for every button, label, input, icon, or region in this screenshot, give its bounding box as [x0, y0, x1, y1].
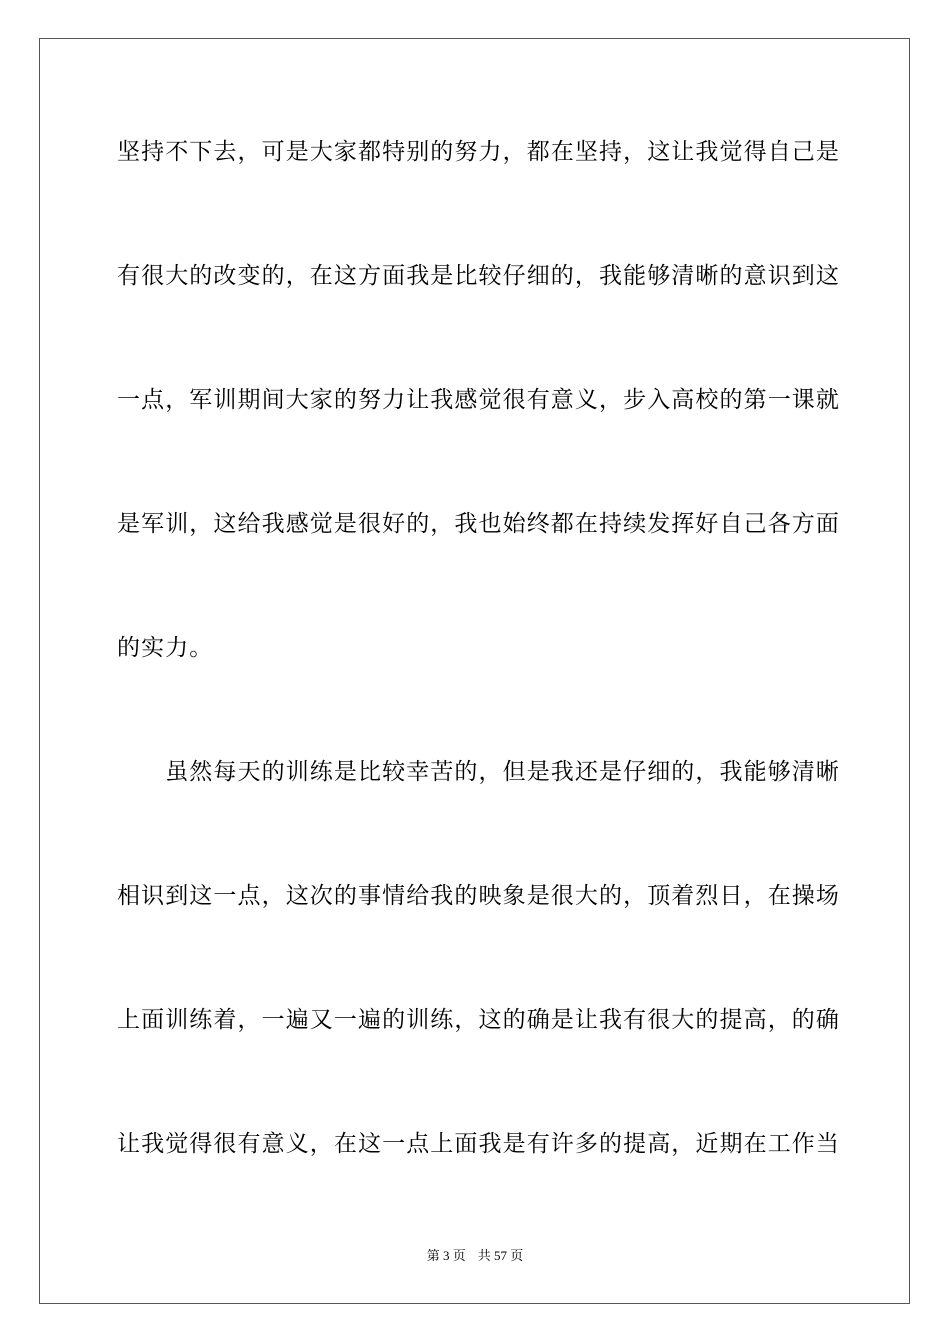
text-line: 相识到这一点，这次的事情给我的映象是很大的，顶着烈日，在操场 [117, 883, 840, 909]
text-line: 的实力。 [117, 635, 214, 661]
text-line: 上面训练着，一遍又一遍的训练，这的确是让我有很大的提高，的确 [117, 1007, 840, 1033]
page-footer [0, 1247, 950, 1265]
text-line: 有很大的改变的，在这方面我是比较仔细的，我能够清晰的意识到这 [117, 263, 840, 289]
text-line: 虽然每天的训练是比较幸苦的，但是我还是仔细的，我能够清晰 [117, 759, 840, 785]
text-line: 坚持不下去，可是大家都特别的努力，都在坚持，这让我觉得自己是 [117, 139, 840, 165]
document-body [117, 120, 840, 1236]
text-line: 一点，军训期间大家的努力让我感觉很有意义，步入高校的第一课就 [117, 387, 840, 413]
page-total: 共 57 页 [477, 1248, 524, 1263]
page-number: 第 3 页 [426, 1248, 466, 1263]
text-line: 让我觉得很有意义，在这一点上面我是有许多的提高，近期在工作当 [117, 1131, 840, 1157]
text-line: 是军训，这给我感觉是很好的，我也始终都在持续发挥好自己各方面 [117, 511, 840, 537]
